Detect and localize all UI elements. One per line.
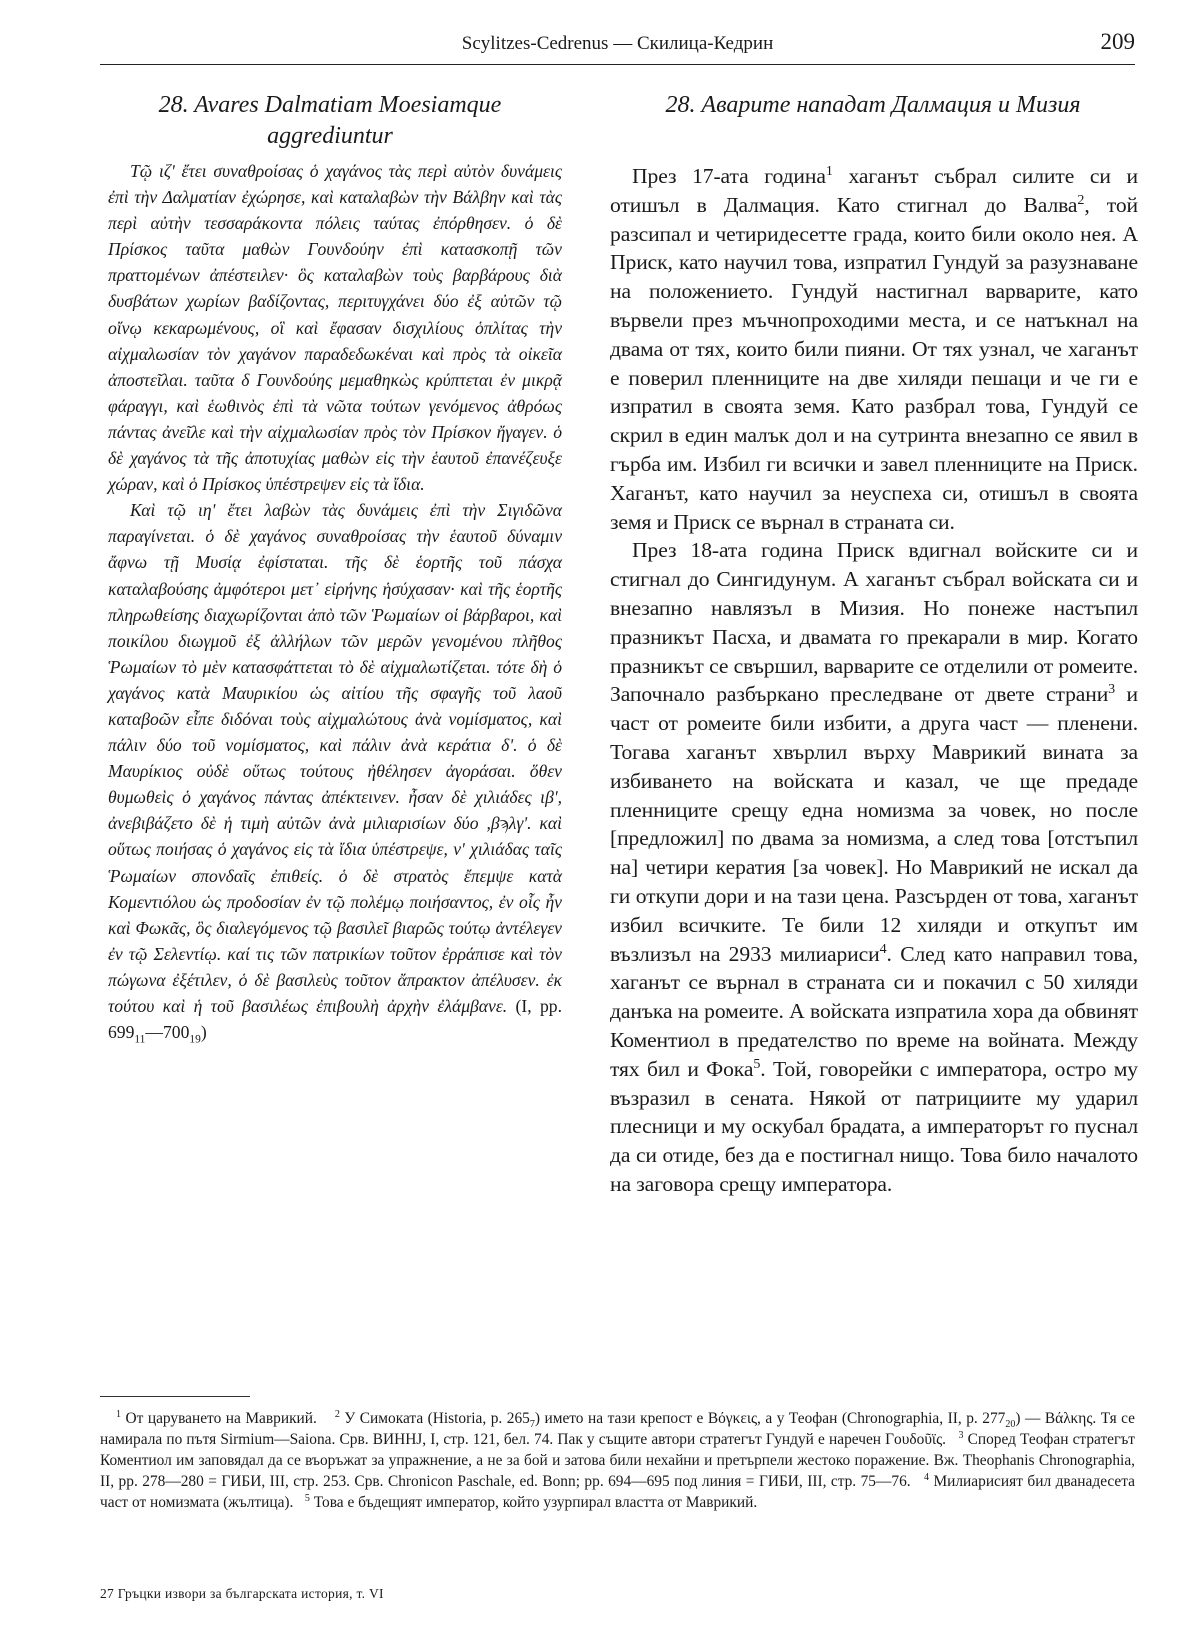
signature-footer: 27 Гръцки извори за българската история, т. VI xyxy=(100,1586,384,1601)
running-head xyxy=(100,30,1135,65)
footnote-1-number: 1 xyxy=(116,1408,121,1420)
bulgarian-paragraph-1: През 17-ата година$^1$ хаганът събрал силите си и отишъл в Далмация. Като стигнал до Валва$^2$, той разсипал и четиридесетте града, които били около нея. А Приск, като научил това, изпратил Гундуй за разузнаване на положението. Гундуй настигнал варварите, като вървели през мъчнопроходими места, и се натъкнал на двама от тях, които били пияни. От тях узнал, че хаганът е поверил пленниците на две хиляди пешаци и че ги е изпратил в своята земя. Като разбрал това, Гундуй се скрил в един малък дол и на сутринта внезапно се явил в гърба им. Избил ги всички и завел пленниците на Приск. Хаганът, като научил за неуспеха си, отишъл в своята земя и Приск се върнал в страната си. xyxy=(610,162,1138,534)
source-reference: (I, pp. $699_{11}—700_{19}$) xyxy=(108,996,562,1046)
page-number: 209 xyxy=(1100,29,1135,54)
footnote-4-number: 4 xyxy=(924,1471,929,1483)
greek-paragraph-1: Τῷ ιζʹ ἔτει συναθροίσας ὁ χαγάνος τὰς περὶ αὐτὸν δυνάμεις ἐπὶ τὴν Δαλματίαν ἐχώρησε, καὶ καταλαβὼν τὴν Βάλβην καὶ τὰς περὶ αὐτὴν τεσσαράκοντα πόλεις ταύτας ἐπόρθησεν. ὁ δὲ Πρίσκος ταῦτα μαθὼν Γουνδούην ἐπὶ κατασκοπῇ τῶν πραττομένων ἀπέστειλεν· ὃς καταλαβὼν τοὺς βαρβάρους διὰ δυσβάτων χωρίων βαδίζοντας, περιτυγχάνει δύο ἐξ αὐτῶν τῷ οἴνῳ κεκαρωμένους, οἳ καὶ ἔφασαν δισχιλίους ὁπλίτας τὴν αἰχμαλωσίαν τὸν χαγάνον παραδεδωκέναι καὶ πρὸς τὰ οἰκεῖα ἀποστεῖλαι. ταῦτα δ Γουνδούης μεμαθηκὼς κρύπτεται ἐν μικρᾷ φάραγγι, καὶ ἑωθινὸς ἐπὶ τὰ νῶτα τούτων γενόμενος ἀθρόως πάντας ἀνεῖλε καὶ τὴν αἰχμαλωσίαν πρὸς τὸν Πρίσκον ἤγαγεν. ὁ δὲ χαγάνος τὰ τῆς ἀποτυχίας μαθὼν εἰς τὴν ἑαυτοῦ ἐπανέζευξε χώραν, καὶ ὁ Πρίσκος ὑπέστρεψεν εἰς τὰ ἴδια. xyxy=(108,161,562,495)
bulgarian-paragraph-2: През 18-ата година Приск вдигнал войските си и стигнал до Сингидунум. А хаганът събрал войската си и внезапно навлязъл в Мизия. Но понеже настъпил празникът Пасха, и двамата го прекарали в мир. Когато празникът се свършил, варварите се отделили от ромеите. Започнало разбъркано преследване от двете страни$^3$ и част от ромеите били избити, а друга част — пленени. Тогава хаганът хвърлил върху Маврикий вината за избиването на войската и казал, че ще предаде пленниците срещу една номизма за човек, но после [предложил] по двама за номизма, а след това [отстъпил на] четири кератия [за човек]. Но Маврикий не искал да ги откупи дори и на тази цена. Разсърден от това, хаганът избил всичките. Те били 12 хиляди и откупът им възлизъл на 2933 милиариси$^4$. След като направил това, хаганът се върнал в страната си и покачил с 50 хиляди данъка на ромеите. А войската изпратила хора да обвинят Коментиол в предателство по време на войната. Между тях бил и Фока$^5$. Той, говорейки с императора, остро му възразил в сената. Някой от патрициите му ударил плесници и му оскубал брадата, а императорът го пуснал да си отиде, без да е постигнал нищо. Това било началото на заговора срещу императора. xyxy=(610,538,1138,1196)
greek-column xyxy=(108,158,562,1045)
footnote-ref-3[interactable]: 3 xyxy=(1108,681,1116,698)
footnote-5-number: 5 xyxy=(304,1492,310,1504)
footnote-4-text: Милиарисият бил дванадесета част от номизмата (жълтица). xyxy=(100,1473,1136,1511)
greek-paragraph-2 xyxy=(108,497,562,1045)
footnote-2-text: У Симоката (Historia, p. $265_7$) името на тази крепост е Βόγκεις, а у Теофан (Chronographia, II, p. $277_{20}$) — Βάλκης. Тя се намирала по пътя Sirmium—Saiona. Срв. ВИННЈ, I, стр. 121, бел. 74. Пак у същите автори стратегът Гундуй е наречен Γουδοῦϊς. xyxy=(100,1410,1136,1448)
footnote-3-number: 3 xyxy=(958,1429,964,1441)
bulgarian-column xyxy=(610,162,1138,1199)
footnote-5-text: Това е бъдещият император, който узурпирал властта от Маврикий. xyxy=(309,1494,758,1511)
footnote-ref-2[interactable]: 2 xyxy=(1077,191,1085,208)
footnote-ref-1[interactable]: 1 xyxy=(825,162,833,179)
running-head-title: Scylitzes-Cedrenus — Скилица-Кедрин xyxy=(461,33,774,54)
latin-section-title: 28. Avares Dalmatiam Moesiamque aggrediuntur xyxy=(158,92,502,149)
footnote-ref-5[interactable]: 5 xyxy=(753,1055,761,1072)
bulgarian-section-title: 28. Аварите нападат Далмация и Мизия xyxy=(665,92,1081,118)
footnote-ref-4[interactable]: 4 xyxy=(879,940,887,957)
footnote-1-text: От царуването на Маврикий. xyxy=(121,1410,317,1427)
footnote-2-number: 2 xyxy=(334,1408,340,1420)
footnote-3-text: Според Теофан стратегът Коментиол им заповядал да се въоръжат за упражнение, а не за бой и затова били нехайни и претърпели жестоко поражение. Вж. Theophanis Chronographia, II, pp. 278—280 = ГИБИ, III, стр. 253. Срв. Chronicon Paschale, ed. Bonn; pp. 694—695 под линия = ГИБИ, III, стр. 75—76. xyxy=(100,1431,1136,1490)
greek-paragraph-2-text: Καὶ τῷ ιηʹ ἔτει λαβὼν τὰς δυνάμεις ἐπὶ τὴν Σιγιδῶνα παραγίνεται. ὁ δὲ χαγάνος συναθροίσας τὴν ἑαυτοῦ δύναμιν ἄφνω τῇ Μυσίᾳ ἐφίσταται. τῆς δὲ ἑορτῆς τοῦ πάσχα καταλαβούσης ἀμφότεροι μετ᾽ εἰρήνης ἡσύχασαν· καὶ τῆς ἑορτῆς πληρωθείσης διαχωρίζονται ἀπὸ τῶν Ῥωμαίων οἱ βάρβαροι, καὶ ποικίλου διωγμοῦ ἐξ ἀλλήλων τῶν μερῶν γενομένου πλῆθος Ῥωμαίων τὸ μὲν κατασφάττεται τὸ δὲ αἰχμαλωτίζεται. τότε δὴ ὁ χαγάνος κατὰ Μαυρικίου ὡς αἰτίου τῆς σφαγῆς τοῦ λαοῦ καταβοῶν εἶπε διδόναι τοὺς αἰχμαλώτους ἀνὰ νομίσματος, καὶ πάλιν δύο τοῦ νομίσματος, καὶ πάλιν ἀνὰ κεράτια δʹ. ὁ δὲ Μαυρίκιος οὐδὲ οὕτως τούτους ἠθέλησεν ἀγοράσαι. ὅθεν θυμωθεὶς ὁ χαγάνος πάντας ἀπέκτεινεν. ἦσαν δὲ χιλιάδες ιβʹ, ἀνεβιβάζετο δὲ ἡ τιμὴ αὐτῶν ἀνὰ μιλιαρισίων δύο ,βϡλγʹ. καὶ οὕτως ποιήσας ὁ χαγάνος εἰς τὰ ἴδια ὑπέστρεψε, νʹ χιλιάδας ταῖς Ῥωμαίων σπονδαῖς ἐπιθείς. ὁ δὲ στρατὸς ἔπεμψε κατὰ Κομεντιόλου ὡς προδοσίαν ἐν τῷ πολέμῳ ποιήσαντος, ἐν οἷς ἦν καὶ Φωκᾶς, ὃς διαλεγόμενος τῷ βασιλεῖ βιαρῶς τούτῳ ἀντέλεγεν ἐν τῷ Σελεντίῳ. καί τις τῶν πατρικίων τοῦτον ἐρράπισε καὶ τὸν πώγωνα ἐξέτιλεν, ὁ δὲ βασιλεὺς τοῦτον ἄπρακτον ἀπέλυσεν. ἐκ τούτου καὶ ἡ τοῦ βασιλέως ἐπιβουλὴ ἀρχὴν ἐλάμβανε. xyxy=(108,500,562,1016)
footnotes xyxy=(100,1408,1135,1513)
footnote-divider xyxy=(100,1396,250,1397)
footnote-block xyxy=(100,1408,1135,1513)
